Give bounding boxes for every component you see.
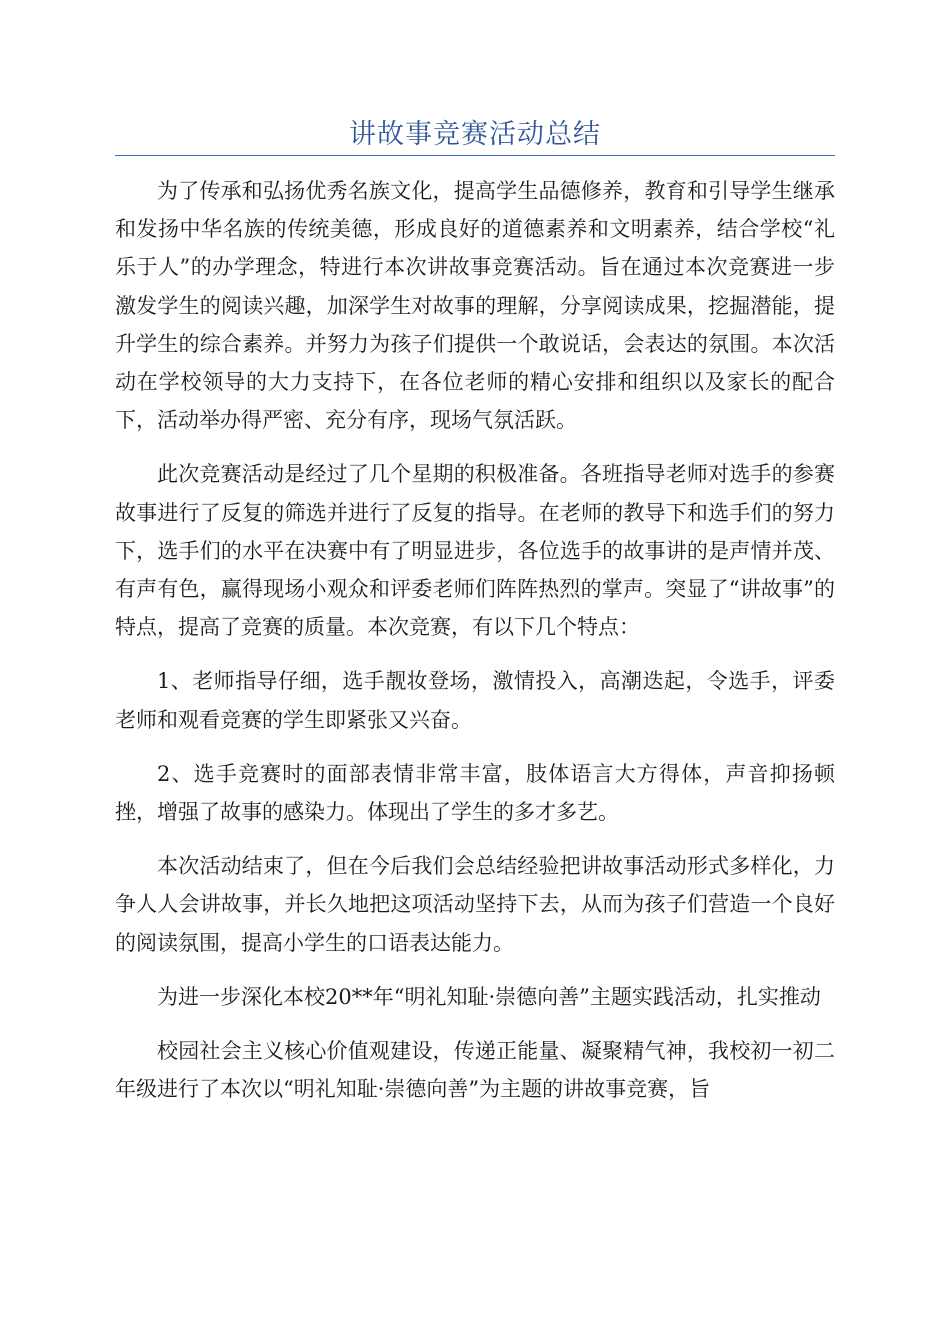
paragraph: 为了传承和弘扬优秀名族文化，提高学生品德修养，教育和引导学生继承和发扬中华名族的传统美德，形成良好的道德素养和文明素养，结合学校“礼乐于人”的办学理念，特进行本次讲故事竞赛活动。旨在通过本次竞赛进一步激发学生的阅读兴趣，加深学生对故事的理解，分享阅读成果，挖掘潜能，提升学生的综合素养。并努力为孩子们提供一个敢说话，会表达的氛围。本次活动在学校领导的大力支持下，在各位老师的精心安排和组织以及家长的配合下，活动举办得严密、充分有序，现场气氛活跃。 <box>115 179 835 433</box>
paragraph: 2、选手竞赛时的面部表情非常丰富，肢体语言大方得体，声音抑扬顿挫，增强了故事的感染力。体现出了学生的多才多艺。 <box>115 761 835 825</box>
document-body <box>115 172 835 1124</box>
paragraph: 校园社会主义核心价值观建设，传递正能量、凝聚精气神，我校初一初二年级进行了本次以“明礼知耻·崇德向善”为主题的讲故事竞赛，旨 <box>115 1039 835 1102</box>
document-title: 讲故事竞赛活动总结 <box>349 119 601 150</box>
paragraph: 此次竞赛活动是经过了几个星期的积极准备。各班指导老师对选手的参赛故事进行了反复的筛选并进行了反复的指导。在老师的教导下和选手们的努力下，选手们的水平在决赛中有了明显进步，各位选手的故事讲的是声情并茂、有声有色，赢得现场小观众和评委老师们阵阵热烈的掌声。突显了“讲故事”的特点，提高了竞赛的质量。本次竞赛，有以下几个特点： <box>115 462 835 640</box>
paragraph: 1、老师指导仔细，选手靓妆登场，激情投入，高潮迭起，令选手，评委老师和观看竞赛的学生即紧张又兴奋。 <box>115 669 835 732</box>
title-underline <box>115 155 835 156</box>
paragraph: 本次活动结束了，但在今后我们会总结经验把讲故事活动形式多样化，力争人人会讲故事，并长久地把这项活动坚持下去，从而为孩子们营造一个良好的阅读氛围，提高小学生的口语表达能力。 <box>115 854 835 955</box>
paragraph: 为进一步深化本校20**年“明礼知耻·崇德向善”主题实践活动，扎实推动 <box>157 984 821 1009</box>
